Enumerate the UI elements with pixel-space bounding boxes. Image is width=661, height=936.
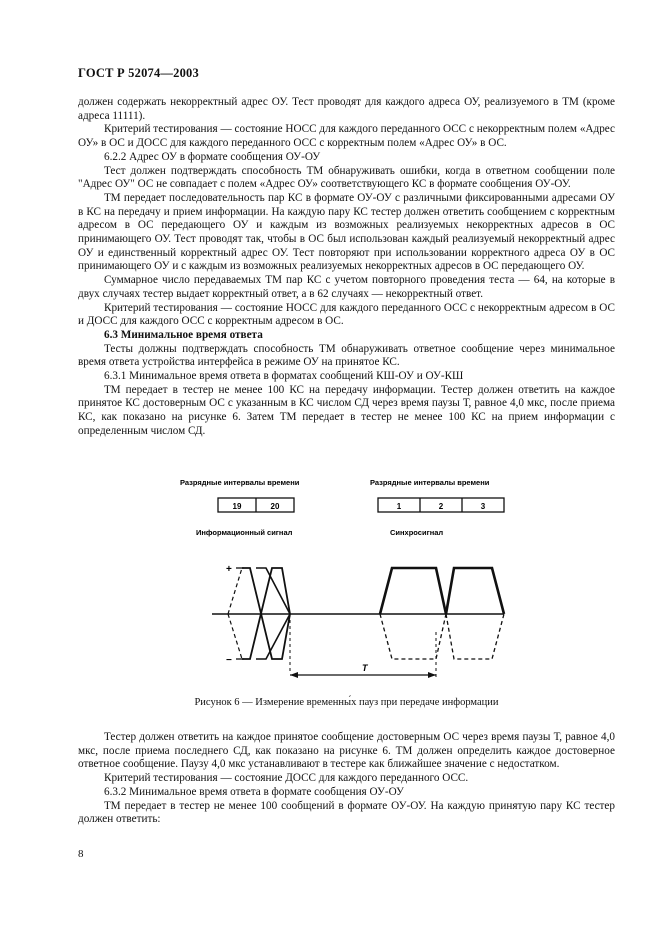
cell-2: 2 xyxy=(438,502,444,511)
paragraph: ТМ передает в тестер не менее 100 КС на передачу информации. Тестер должен ответить на каждое принятое КС достоверным ОС с указанным в КС числом СД через время паузы Т, равное 4,0 мкс, после приема КС, как показано на рисунке 6. Затем ТМ передает в тестер не менее 100 КС на прием информации с определенным числом СД. xyxy=(78,383,615,437)
timing-diagram xyxy=(170,472,510,692)
body-text-bottom xyxy=(78,731,615,827)
sync-signal-trace xyxy=(380,568,446,614)
info-signal-label: Информационный сигнал xyxy=(196,528,293,537)
cell-20: 20 xyxy=(270,502,280,511)
sync-signal-trace xyxy=(446,568,504,614)
cell-3: 3 xyxy=(480,502,486,511)
paragraph: должен содержать некорректный адрес ОУ. Тест проводят для каждого адреса ОУ, реализуемого в ТМ (кроме адреса 11111). xyxy=(78,96,615,122)
paragraph: Критерий тестирования — состояние ДОСС для каждого переданного ОСС. xyxy=(104,772,469,785)
document-header: ГОСТ Р 52074—2003 xyxy=(78,66,199,80)
info-signal-trace xyxy=(256,614,290,659)
section-heading: 6.3 Минимальное время ответа xyxy=(104,328,263,341)
cell-19: 19 xyxy=(232,502,242,511)
sync-signal-dashed xyxy=(446,614,504,659)
paragraph: ТМ передает в тестер не менее 100 сообщений в формате ОУ-ОУ. На каждую принятую пару КС тестер должен ответить: xyxy=(78,799,615,826)
paragraph: Суммарное число передаваемых ТМ пар КС с учетом повторного проведения теста — 64, на которые в двух случаях тестер выдает корректный ответ, а в 62 случаях — некорректный ответ. xyxy=(78,274,615,300)
subsection-heading: 6.3.1 Минимальное время ответа в форматах сообщений КШ-ОУ и ОУ-КШ xyxy=(104,370,464,383)
cell-1: 1 xyxy=(396,502,402,511)
t-label: T xyxy=(362,663,368,673)
t-arrow-left xyxy=(290,672,298,678)
info-signal-dashed xyxy=(228,614,242,659)
timing-figure xyxy=(170,472,510,692)
paragraph: Критерий тестирования — состояние НОСС для каждого переданного ОСС с некорректным полем «Адрес ОУ» в ОС и ДОСС для каждого переданного ОСС с корректным полем «Адрес ОУ» в ОС. xyxy=(78,123,615,150)
minus-label: − xyxy=(226,655,232,666)
paragraph: ТМ передает последовательность пар КС в формате ОУ-ОУ с различными фиксированными адресами ОУ в КС на передачу и прием информации. На каждую пару КС тестер должен ответить сообщением с корректным адресом в ОС передающего ОУ и каждым из возможных реализуемых некорректных адресов в ОС принимающего ОУ. Тест проводят так, чтобы в ОС был использован каждый реализуемый некорректный адрес ОУ и единственный корректный адрес ОУ. Тест повторяют при использовании корректного адреса ОУ в ОС принимающего ОУ и с каждым из возможных реализуемых некорректных адресов в ОС передающего ОУ. xyxy=(78,191,615,273)
paragraph: Тест должен подтверждать способность ТМ обнаруживать ошибки, когда в ответном сообщении поле "Адрес ОУ" ОС не совпадает с полем «Адрес ОУ» соответствующего КС в формате сообщения ОУ-ОУ. xyxy=(78,164,615,191)
right-title: Разрядные интервалы времени xyxy=(370,478,490,487)
info-signal-trace xyxy=(256,568,290,614)
left-title: Разрядные интервалы времени xyxy=(180,478,300,487)
paragraph: Критерий тестирования — состояние НОСС для каждого переданного ОСС с некорректным адресом в ОС и ДОСС для каждого ОСС с корректным адресом в ОС. xyxy=(78,301,615,328)
subsection-heading: 6.3.2 Минимальное время ответа в формате сообщения ОУ-ОУ xyxy=(104,785,404,798)
page-number: 8 xyxy=(78,848,84,860)
paragraph: Тесты должны подтверждать способность ТМ обнаруживать ответное сообщение через минимальное время ответа устройства интерфейса в режиме ОУ на принятое КС. xyxy=(78,342,615,369)
body-text-top xyxy=(78,96,615,439)
subsection-heading: 6.2.2 Адрес ОУ в формате сообщения ОУ-ОУ xyxy=(104,150,321,163)
figure-caption: Рисунок 6 — Измерение временны́х пауз при передаче информации xyxy=(194,697,499,708)
sync-signal-label: Синхросигнал xyxy=(390,528,444,537)
plus-label: + xyxy=(226,564,232,575)
t-arrow-right xyxy=(428,672,436,678)
paragraph: Тестер должен ответить на каждое принятое сообщение достоверным ОС через время паузы Т, равное 4,0 мкс, после приема последнего СД, как показано на рисунке 6. ТМ должен определить каждое достоверное ответное сообщение. Паузу 4,0 мкс устанавливают в тестере как ближайшее значение с недостатком. xyxy=(78,731,615,771)
